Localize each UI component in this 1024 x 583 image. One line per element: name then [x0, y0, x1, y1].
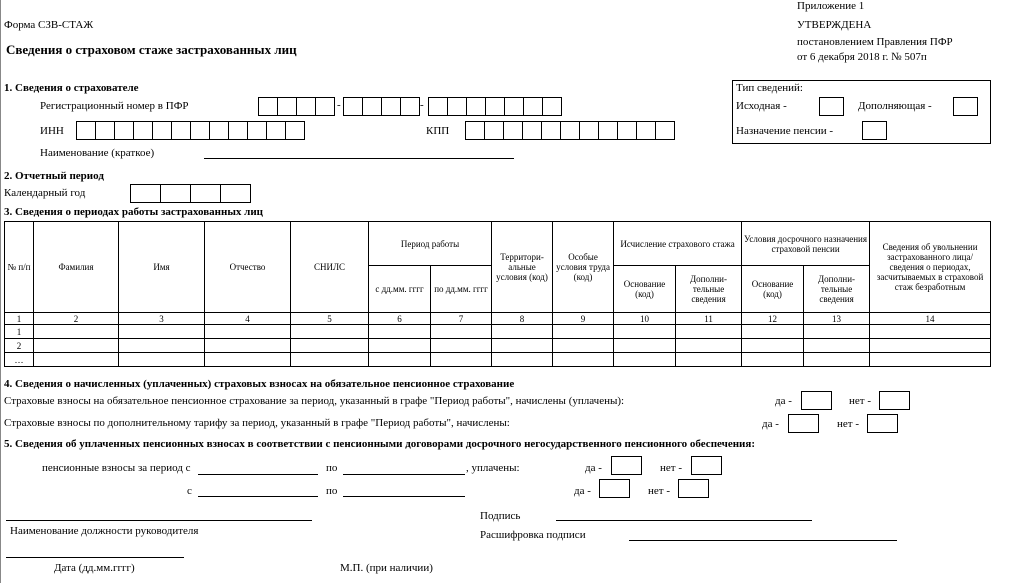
- period1-from-field[interactable]: [198, 474, 318, 475]
- pension-checkbox[interactable]: [862, 121, 887, 140]
- short-name-label: Наименование (краткое): [40, 147, 155, 159]
- col-calc-header: Исчисление страхового стажа: [614, 222, 742, 266]
- pension-period-label: пенсионные взносы за период с: [42, 462, 191, 474]
- pension-label: Назначение пенсии -: [736, 125, 834, 137]
- extra-tariff-no-box[interactable]: [867, 414, 898, 433]
- yes-label: да -: [585, 462, 602, 474]
- approved-label: УТВЕРЖДЕНА: [797, 19, 872, 31]
- contrib-yes-box[interactable]: [801, 391, 832, 410]
- inn-field[interactable]: [76, 121, 305, 140]
- kpp-label: КПП: [426, 125, 450, 137]
- period2-yes-box[interactable]: [599, 479, 630, 498]
- period1-to-field[interactable]: [343, 474, 465, 475]
- reg-number-part3[interactable]: [428, 97, 562, 116]
- decree-line-2: от 6 декабря 2018 г. № 507п: [797, 51, 927, 63]
- no-label: нет -: [837, 418, 859, 430]
- col-calc-basis-header: Основание (код): [614, 266, 676, 313]
- reg-number-part1[interactable]: [258, 97, 335, 116]
- signature-decode-field[interactable]: [629, 540, 897, 541]
- period1-no-box[interactable]: [691, 456, 722, 475]
- position-label: Наименование должности руководителя: [10, 525, 199, 537]
- inn-label: ИНН: [40, 125, 64, 137]
- section3-heading: 3. Сведения о периодах работы застрахованных лиц: [4, 206, 264, 218]
- col-patronymic-header: Отчество: [205, 222, 291, 313]
- col-number: 1: [5, 313, 34, 325]
- col-number: 12: [742, 313, 804, 325]
- decree-line-1: постановлением Правления ПФР: [797, 36, 953, 48]
- col-name-header: Имя: [119, 222, 205, 313]
- col-number: 7: [431, 313, 492, 325]
- col-number: 11: [676, 313, 742, 325]
- info-type-label: Тип сведений:: [736, 82, 803, 94]
- reg-number-part2[interactable]: [343, 97, 420, 116]
- reg-dash-2: -: [420, 99, 424, 111]
- appendix-label: Приложение 1: [797, 0, 865, 12]
- col-dismissal-header: Сведения об увольнении застрахованного лица/ сведения о периодах, засчитываемых в страховой стаж безработным: [870, 222, 991, 313]
- col-territorial-header: Территориальные условия (код): [492, 222, 553, 313]
- col-number: 14: [870, 313, 991, 325]
- col-calc-extra-header: Дополнительные сведения: [676, 266, 742, 313]
- from-label: с: [187, 485, 192, 497]
- col-early-extra-header: Дополнительные сведения: [804, 266, 870, 313]
- initial-label: Исходная -: [736, 100, 787, 112]
- date-field[interactable]: [6, 557, 184, 558]
- col-period-header: Период работы: [369, 222, 492, 266]
- col-number: 2: [34, 313, 119, 325]
- row-number: …: [5, 353, 34, 367]
- document-title: Сведения о страховом стаже застрахованных лиц: [6, 42, 297, 57]
- col-number: 6: [369, 313, 431, 325]
- period1-yes-box[interactable]: [611, 456, 642, 475]
- signature-label: Подпись: [480, 510, 521, 522]
- table-row: [5, 339, 991, 353]
- col-no-header: № п/п: [5, 222, 34, 313]
- signature-decode-label: Расшифровка подписи: [480, 529, 586, 541]
- col-special-header: Особые условия труда (код): [553, 222, 614, 313]
- no-label: нет -: [849, 395, 871, 407]
- period2-to-field[interactable]: [343, 496, 465, 497]
- to-label: по: [326, 485, 338, 497]
- extra-tariff-yes-box[interactable]: [788, 414, 819, 433]
- yes-label: да -: [574, 485, 591, 497]
- additional-checkbox[interactable]: [953, 97, 978, 116]
- stamp-label: М.П. (при наличии): [340, 562, 433, 574]
- section4-line1: Страховые взносы на обязательное пенсионное страхование за период, указанный в графе "Период работы", начислены (уплачены):: [4, 395, 625, 407]
- col-early-basis-header: Основание (код): [742, 266, 804, 313]
- section5-heading: 5. Сведения об уплаченных пенсионных взносах в соответствии с пенсионными договорами досрочного негосударственного пенсионного обеспечения:: [4, 438, 756, 450]
- signature-field[interactable]: [556, 520, 812, 521]
- col-to-header: по дд.мм. гггг: [431, 266, 492, 313]
- form-name: Форма СЗВ-СТАЖ: [4, 19, 94, 31]
- no-label: нет -: [648, 485, 670, 497]
- date-label: Дата (дд.мм.гггг): [54, 562, 135, 574]
- col-number: 10: [614, 313, 676, 325]
- period2-from-field[interactable]: [198, 496, 318, 497]
- col-number: 9: [553, 313, 614, 325]
- table-row: [5, 353, 991, 367]
- row-number: 2: [5, 339, 34, 353]
- col-from-header: с дд.мм. гггг: [369, 266, 431, 313]
- col-number: 5: [291, 313, 369, 325]
- additional-label: Дополняющая -: [858, 100, 932, 112]
- reg-number-label: Регистрационный номер в ПФР: [40, 100, 189, 112]
- yes-label: да -: [762, 418, 779, 430]
- short-name-field[interactable]: [204, 158, 514, 159]
- col-surname-header: Фамилия: [34, 222, 119, 313]
- section4-heading: 4. Сведения о начисленных (уплаченных) страховых взносах на обязательное пенсионное страхование: [4, 378, 515, 390]
- kpp-field[interactable]: [465, 121, 675, 140]
- no-label: нет -: [660, 462, 682, 474]
- col-number: 13: [804, 313, 870, 325]
- section1-heading: 1. Сведения о страхователе: [4, 82, 139, 94]
- col-snils-header: СНИЛС: [291, 222, 369, 313]
- work-periods-table: [4, 221, 991, 367]
- table-row: [5, 325, 991, 339]
- yes-label: да -: [775, 395, 792, 407]
- period2-no-box[interactable]: [678, 479, 709, 498]
- to-label: по: [326, 462, 338, 474]
- year-field[interactable]: [130, 184, 251, 203]
- col-number: 8: [492, 313, 553, 325]
- paid-label: , уплачены:: [466, 462, 520, 474]
- page-edge: [0, 0, 1, 583]
- year-label: Календарный год: [4, 187, 86, 199]
- row-number: 1: [5, 325, 34, 339]
- contrib-no-box[interactable]: [879, 391, 910, 410]
- section4-line2: Страховые взносы по дополнительному тарифу за период, указанный в графе "Период работы", начислены:: [4, 417, 510, 429]
- col-number: 4: [205, 313, 291, 325]
- reg-dash-1: -: [337, 99, 341, 111]
- initial-checkbox[interactable]: [819, 97, 844, 116]
- col-early-header: Условия досрочного назначения страховой пенсии: [742, 222, 870, 266]
- section2-heading: 2. Отчетный период: [4, 170, 104, 182]
- position-field[interactable]: [6, 520, 312, 521]
- col-number: 3: [119, 313, 205, 325]
